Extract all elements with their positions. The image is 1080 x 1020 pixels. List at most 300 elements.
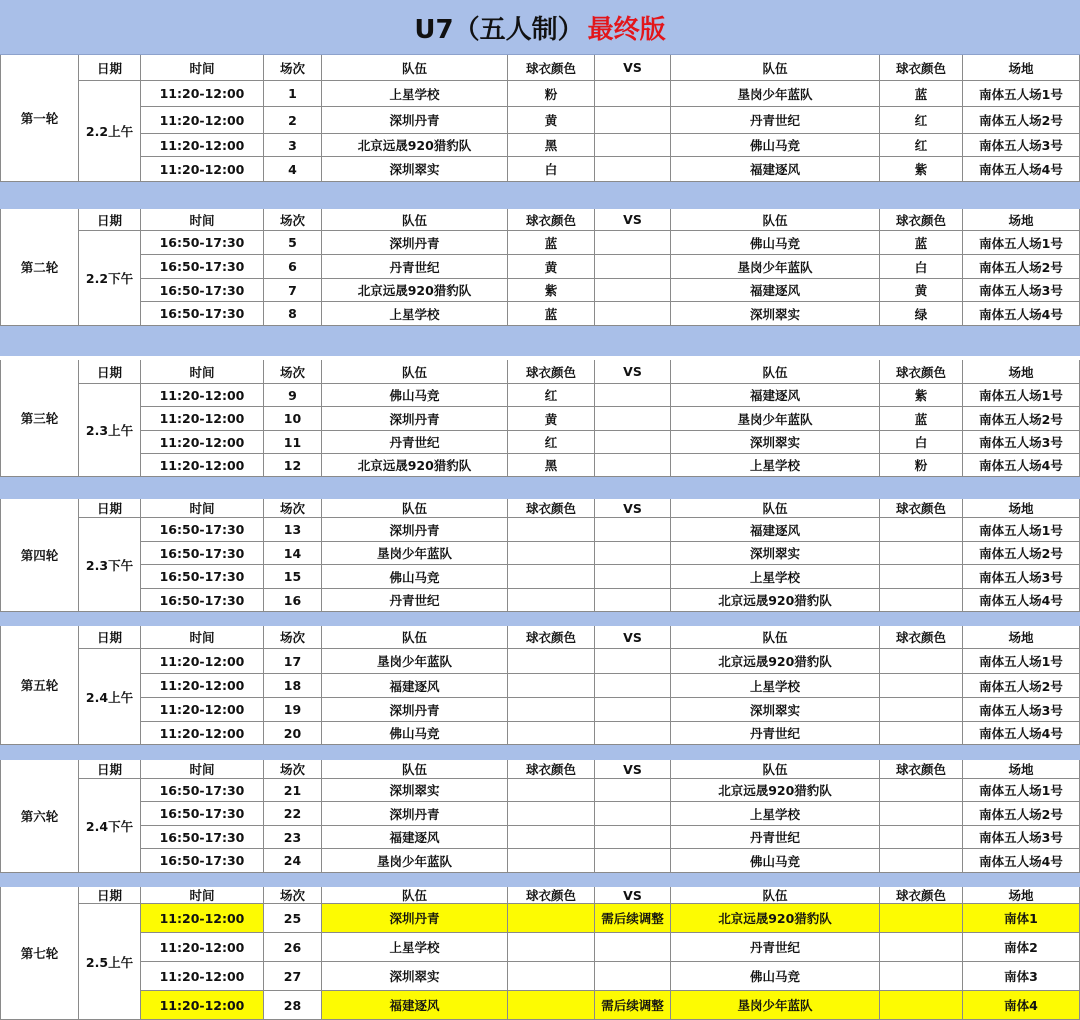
- team-home: 垦岗少年蓝队: [322, 649, 508, 674]
- round-separator: [0, 182, 1080, 210]
- team-home: 垦岗少年蓝队: [322, 542, 508, 565]
- jersey-color-away: [880, 698, 963, 722]
- team-home: 丹青世纪: [322, 589, 508, 612]
- team-away: 深圳翠实: [671, 698, 880, 722]
- match-time: 16:50-17:30: [141, 589, 264, 612]
- vs-note: [595, 518, 671, 542]
- jersey-color-home: 红: [508, 431, 595, 454]
- hdr-time: 时间: [141, 55, 264, 81]
- team-away: 福建逐风: [671, 518, 880, 542]
- jersey-color-home: 黑: [508, 454, 595, 477]
- match-time: 16:50-17:30: [141, 302, 264, 326]
- jersey-color-home: [508, 933, 595, 962]
- vs-note: [595, 779, 671, 802]
- hdr-team1: 队伍: [322, 760, 508, 779]
- team-home: 福建逐风: [322, 674, 508, 698]
- vs-note: [595, 454, 671, 477]
- team-home: 北京远晟920猎豹队: [322, 454, 508, 477]
- team-away: 福建逐风: [671, 279, 880, 302]
- team-away: 垦岗少年蓝队: [671, 255, 880, 279]
- team-home: 佛山马竞: [322, 722, 508, 745]
- team-away: 丹青世纪: [671, 107, 880, 134]
- hdr-date: 日期: [79, 626, 141, 649]
- match-time: 16:50-17:30: [141, 802, 264, 826]
- vs-note: [595, 565, 671, 589]
- jersey-color-away: [880, 589, 963, 612]
- team-home: 北京远晟920猎豹队: [322, 279, 508, 302]
- team-away: 深圳翠实: [671, 431, 880, 454]
- team-away: 上星学校: [671, 802, 880, 826]
- round-date: 2.3下午: [79, 518, 141, 612]
- hdr-jersey1: 球衣颜色: [508, 887, 595, 904]
- team-away: 深圳翠实: [671, 302, 880, 326]
- hdr-match-no: 场次: [264, 360, 322, 384]
- hdr-date: 日期: [79, 499, 141, 518]
- team-away: 深圳翠实: [671, 542, 880, 565]
- match-number: 24: [264, 849, 322, 873]
- match-number: 13: [264, 518, 322, 542]
- team-home: 垦岗少年蓝队: [322, 849, 508, 873]
- vs-note: [595, 407, 671, 431]
- jersey-color-home: [508, 904, 595, 933]
- jersey-color-away: 粉: [880, 454, 963, 477]
- hdr-vs: VS: [595, 55, 671, 81]
- jersey-color-away: [880, 674, 963, 698]
- hdr-match-no: 场次: [264, 209, 322, 231]
- match-number: 15: [264, 565, 322, 589]
- vs-note: [595, 279, 671, 302]
- match-number: 14: [264, 542, 322, 565]
- hdr-venue: 场地: [963, 55, 1080, 81]
- team-home: 深圳丹青: [322, 231, 508, 255]
- hdr-time: 时间: [141, 626, 264, 649]
- hdr-vs: VS: [595, 760, 671, 779]
- match-time: 11:20-12:00: [141, 904, 264, 933]
- vs-note: [595, 542, 671, 565]
- match-number: 11: [264, 431, 322, 454]
- match-time: 16:50-17:30: [141, 779, 264, 802]
- match-venue: 南体3: [963, 962, 1080, 991]
- title-main: U7（五人制）: [414, 14, 584, 45]
- team-home: 福建逐风: [322, 991, 508, 1020]
- hdr-date: 日期: [79, 55, 141, 81]
- jersey-color-home: 黑: [508, 134, 595, 157]
- match-number: 4: [264, 157, 322, 182]
- hdr-match-no: 场次: [264, 887, 322, 904]
- vs-note: [595, 722, 671, 745]
- jersey-color-away: 黄: [880, 279, 963, 302]
- match-venue: 南体五人场4号: [963, 302, 1080, 326]
- jersey-color-away: [880, 565, 963, 589]
- jersey-color-away: [880, 826, 963, 849]
- round-label: 第七轮: [0, 887, 79, 1020]
- match-number: 21: [264, 779, 322, 802]
- round-date: 2.4下午: [79, 779, 141, 873]
- team-home: 深圳丹青: [322, 107, 508, 134]
- match-time: 11:20-12:00: [141, 384, 264, 407]
- match-time: 11:20-12:00: [141, 81, 264, 107]
- hdr-match-no: 场次: [264, 760, 322, 779]
- match-venue: 南体五人场3号: [963, 279, 1080, 302]
- match-venue: 南体1: [963, 904, 1080, 933]
- match-number: 19: [264, 698, 322, 722]
- match-time: 11:20-12:00: [141, 674, 264, 698]
- match-time: 11:20-12:00: [141, 454, 264, 477]
- jersey-color-home: [508, 649, 595, 674]
- vs-note: [595, 157, 671, 182]
- match-venue: 南体五人场2号: [963, 107, 1080, 134]
- hdr-match-no: 场次: [264, 55, 322, 81]
- match-venue: 南体五人场1号: [963, 231, 1080, 255]
- hdr-team1: 队伍: [322, 55, 508, 81]
- jersey-color-home: [508, 779, 595, 802]
- jersey-color-home: 红: [508, 384, 595, 407]
- team-away: 北京远晟920猎豹队: [671, 589, 880, 612]
- jersey-color-away: 蓝: [880, 407, 963, 431]
- hdr-team2: 队伍: [671, 209, 880, 231]
- hdr-venue: 场地: [963, 760, 1080, 779]
- hdr-jersey1: 球衣颜色: [508, 55, 595, 81]
- team-away: 北京远晟920猎豹队: [671, 649, 880, 674]
- jersey-color-away: [880, 933, 963, 962]
- hdr-venue: 场地: [963, 209, 1080, 231]
- match-venue: 南体五人场2号: [963, 407, 1080, 431]
- jersey-color-home: [508, 826, 595, 849]
- hdr-match-no: 场次: [264, 626, 322, 649]
- vs-note: [595, 698, 671, 722]
- match-number: 9: [264, 384, 322, 407]
- round-date: 2.2上午: [79, 81, 141, 182]
- jersey-color-home: [508, 849, 595, 873]
- jersey-color-home: 紫: [508, 279, 595, 302]
- round-separator: [0, 612, 1080, 626]
- match-time: 11:20-12:00: [141, 134, 264, 157]
- hdr-team1: 队伍: [322, 360, 508, 384]
- match-time: 11:20-12:00: [141, 962, 264, 991]
- team-away: 佛山马竞: [671, 962, 880, 991]
- jersey-color-home: [508, 698, 595, 722]
- hdr-team2: 队伍: [671, 887, 880, 904]
- jersey-color-home: 黄: [508, 255, 595, 279]
- team-away: 上星学校: [671, 674, 880, 698]
- match-venue: 南体五人场3号: [963, 134, 1080, 157]
- match-venue: 南体五人场3号: [963, 565, 1080, 589]
- match-venue: 南体五人场3号: [963, 826, 1080, 849]
- match-number: 17: [264, 649, 322, 674]
- match-time: 11:20-12:00: [141, 157, 264, 182]
- jersey-color-away: [880, 991, 963, 1020]
- team-home: 丹青世纪: [322, 431, 508, 454]
- hdr-jersey2: 球衣颜色: [880, 360, 963, 384]
- team-away: 佛山马竞: [671, 134, 880, 157]
- team-home: 上星学校: [322, 302, 508, 326]
- round-date: 2.4上午: [79, 649, 141, 745]
- hdr-date: 日期: [79, 209, 141, 231]
- hdr-jersey2: 球衣颜色: [880, 760, 963, 779]
- hdr-time: 时间: [141, 760, 264, 779]
- hdr-time: 时间: [141, 209, 264, 231]
- vs-note: [595, 826, 671, 849]
- jersey-color-away: [880, 904, 963, 933]
- team-home: 佛山马竞: [322, 565, 508, 589]
- match-number: 26: [264, 933, 322, 962]
- match-venue: 南体五人场1号: [963, 649, 1080, 674]
- jersey-color-home: 粉: [508, 81, 595, 107]
- match-time: 11:20-12:00: [141, 431, 264, 454]
- team-home: 深圳翠实: [322, 157, 508, 182]
- hdr-vs: VS: [595, 887, 671, 904]
- match-number: 27: [264, 962, 322, 991]
- vs-note: [595, 107, 671, 134]
- hdr-date: 日期: [79, 887, 141, 904]
- jersey-color-home: 黄: [508, 407, 595, 431]
- hdr-jersey1: 球衣颜色: [508, 626, 595, 649]
- jersey-color-away: [880, 518, 963, 542]
- jersey-color-home: [508, 565, 595, 589]
- hdr-venue: 场地: [963, 499, 1080, 518]
- team-away: 垦岗少年蓝队: [671, 991, 880, 1020]
- team-away: 上星学校: [671, 454, 880, 477]
- round-label: 第六轮: [0, 760, 79, 873]
- match-venue: 南体4: [963, 991, 1080, 1020]
- hdr-team1: 队伍: [322, 499, 508, 518]
- hdr-jersey1: 球衣颜色: [508, 360, 595, 384]
- hdr-venue: 场地: [963, 887, 1080, 904]
- hdr-jersey2: 球衣颜色: [880, 55, 963, 81]
- vs-note: [595, 933, 671, 962]
- match-time: 11:20-12:00: [141, 698, 264, 722]
- round-date: 2.5上午: [79, 904, 141, 1020]
- jersey-color-away: [880, 802, 963, 826]
- hdr-team1: 队伍: [322, 887, 508, 904]
- hdr-team2: 队伍: [671, 499, 880, 518]
- match-venue: 南体五人场4号: [963, 454, 1080, 477]
- team-home: 深圳丹青: [322, 802, 508, 826]
- team-home: 深圳翠实: [322, 779, 508, 802]
- match-time: 16:50-17:30: [141, 231, 264, 255]
- round-label: 第四轮: [0, 499, 79, 612]
- hdr-date: 日期: [79, 360, 141, 384]
- jersey-color-home: 白: [508, 157, 595, 182]
- match-venue: 南体五人场1号: [963, 384, 1080, 407]
- hdr-vs: VS: [595, 626, 671, 649]
- team-away: 福建逐风: [671, 157, 880, 182]
- jersey-color-home: [508, 518, 595, 542]
- vs-note: [595, 962, 671, 991]
- match-venue: 南体2: [963, 933, 1080, 962]
- match-time: 16:50-17:30: [141, 518, 264, 542]
- jersey-color-away: 绿: [880, 302, 963, 326]
- match-number: 10: [264, 407, 322, 431]
- team-away: 丹青世纪: [671, 826, 880, 849]
- vs-note: [595, 134, 671, 157]
- match-number: 8: [264, 302, 322, 326]
- team-away: 北京远晟920猎豹队: [671, 904, 880, 933]
- hdr-time: 时间: [141, 499, 264, 518]
- match-venue: 南体五人场3号: [963, 698, 1080, 722]
- jersey-color-away: 紫: [880, 384, 963, 407]
- match-number: 7: [264, 279, 322, 302]
- vs-note: [595, 802, 671, 826]
- team-home: 深圳丹青: [322, 698, 508, 722]
- title-suffix: 最终版: [587, 14, 666, 45]
- match-number: 23: [264, 826, 322, 849]
- round-label: 第一轮: [0, 55, 79, 182]
- match-venue: 南体五人场2号: [963, 802, 1080, 826]
- hdr-jersey2: 球衣颜色: [880, 887, 963, 904]
- jersey-color-home: [508, 674, 595, 698]
- jersey-color-away: [880, 722, 963, 745]
- jersey-color-away: 红: [880, 134, 963, 157]
- jersey-color-away: [880, 962, 963, 991]
- round-label: 第五轮: [0, 626, 79, 745]
- match-time: 16:50-17:30: [141, 565, 264, 589]
- match-venue: 南体五人场1号: [963, 779, 1080, 802]
- hdr-team1: 队伍: [322, 209, 508, 231]
- hdr-jersey1: 球衣颜色: [508, 209, 595, 231]
- team-away: 垦岗少年蓝队: [671, 81, 880, 107]
- vs-note: [595, 589, 671, 612]
- hdr-jersey2: 球衣颜色: [880, 499, 963, 518]
- match-time: 11:20-12:00: [141, 991, 264, 1020]
- jersey-color-home: [508, 962, 595, 991]
- jersey-color-home: [508, 991, 595, 1020]
- hdr-jersey1: 球衣颜色: [508, 760, 595, 779]
- team-away: 垦岗少年蓝队: [671, 407, 880, 431]
- team-home: 深圳丹青: [322, 407, 508, 431]
- jersey-color-away: 白: [880, 255, 963, 279]
- match-venue: 南体五人场1号: [963, 81, 1080, 107]
- hdr-team1: 队伍: [322, 626, 508, 649]
- match-venue: 南体五人场4号: [963, 589, 1080, 612]
- team-away: 佛山马竞: [671, 849, 880, 873]
- vs-note: 需后续调整: [595, 991, 671, 1020]
- hdr-jersey1: 球衣颜色: [508, 499, 595, 518]
- jersey-color-home: [508, 722, 595, 745]
- vs-note: 需后续调整: [595, 904, 671, 933]
- hdr-team2: 队伍: [671, 626, 880, 649]
- round-separator: [0, 477, 1080, 499]
- match-venue: 南体五人场2号: [963, 255, 1080, 279]
- jersey-color-away: [880, 649, 963, 674]
- match-number: 3: [264, 134, 322, 157]
- round-label: 第三轮: [0, 360, 79, 477]
- team-away: 北京远晟920猎豹队: [671, 779, 880, 802]
- hdr-date: 日期: [79, 760, 141, 779]
- team-home: 上星学校: [322, 81, 508, 107]
- match-venue: 南体五人场4号: [963, 722, 1080, 745]
- jersey-color-away: 红: [880, 107, 963, 134]
- jersey-color-away: 紫: [880, 157, 963, 182]
- jersey-color-away: 白: [880, 431, 963, 454]
- match-venue: 南体五人场2号: [963, 542, 1080, 565]
- team-home: 丹青世纪: [322, 255, 508, 279]
- hdr-vs: VS: [595, 360, 671, 384]
- vs-note: [595, 384, 671, 407]
- team-home: 佛山马竞: [322, 384, 508, 407]
- match-number: 2: [264, 107, 322, 134]
- match-time: 11:20-12:00: [141, 107, 264, 134]
- round-date: 2.3上午: [79, 384, 141, 477]
- team-away: 福建逐风: [671, 384, 880, 407]
- hdr-vs: VS: [595, 209, 671, 231]
- match-number: 12: [264, 454, 322, 477]
- hdr-venue: 场地: [963, 360, 1080, 384]
- match-venue: 南体五人场4号: [963, 157, 1080, 182]
- match-time: 11:20-12:00: [141, 933, 264, 962]
- match-time: 11:20-12:00: [141, 407, 264, 431]
- jersey-color-away: [880, 779, 963, 802]
- hdr-time: 时间: [141, 887, 264, 904]
- hdr-venue: 场地: [963, 626, 1080, 649]
- jersey-color-home: 蓝: [508, 302, 595, 326]
- match-time: 11:20-12:00: [141, 649, 264, 674]
- match-time: 16:50-17:30: [141, 849, 264, 873]
- match-number: 22: [264, 802, 322, 826]
- match-venue: 南体五人场3号: [963, 431, 1080, 454]
- team-away: 丹青世纪: [671, 933, 880, 962]
- hdr-vs: VS: [595, 499, 671, 518]
- match-time: 16:50-17:30: [141, 255, 264, 279]
- vs-note: [595, 849, 671, 873]
- round-date: 2.2下午: [79, 231, 141, 326]
- match-number: 16: [264, 589, 322, 612]
- match-time: 16:50-17:30: [141, 279, 264, 302]
- page-title: [0, 0, 1080, 55]
- jersey-color-home: 黄: [508, 107, 595, 134]
- jersey-color-home: 蓝: [508, 231, 595, 255]
- vs-note: [595, 649, 671, 674]
- match-number: 18: [264, 674, 322, 698]
- jersey-color-away: 蓝: [880, 81, 963, 107]
- team-home: 深圳丹青: [322, 518, 508, 542]
- jersey-color-away: [880, 542, 963, 565]
- team-home: 上星学校: [322, 933, 508, 962]
- jersey-color-away: 蓝: [880, 231, 963, 255]
- vs-note: [595, 302, 671, 326]
- hdr-team2: 队伍: [671, 760, 880, 779]
- match-venue: 南体五人场4号: [963, 849, 1080, 873]
- jersey-color-home: [508, 802, 595, 826]
- vs-note: [595, 431, 671, 454]
- vs-note: [595, 255, 671, 279]
- team-home: 北京远晟920猎豹队: [322, 134, 508, 157]
- jersey-color-home: [508, 589, 595, 612]
- match-number: 5: [264, 231, 322, 255]
- team-away: 丹青世纪: [671, 722, 880, 745]
- match-number: 6: [264, 255, 322, 279]
- hdr-match-no: 场次: [264, 499, 322, 518]
- hdr-team2: 队伍: [671, 360, 880, 384]
- match-number: 28: [264, 991, 322, 1020]
- round-separator: [0, 745, 1080, 760]
- hdr-team2: 队伍: [671, 55, 880, 81]
- vs-note: [595, 231, 671, 255]
- vs-note: [595, 674, 671, 698]
- team-away: 上星学校: [671, 565, 880, 589]
- hdr-time: 时间: [141, 360, 264, 384]
- match-number: 25: [264, 904, 322, 933]
- match-number: 20: [264, 722, 322, 745]
- match-venue: 南体五人场2号: [963, 674, 1080, 698]
- match-number: 1: [264, 81, 322, 107]
- match-time: 11:20-12:00: [141, 722, 264, 745]
- round-separator: [0, 326, 1080, 356]
- hdr-jersey2: 球衣颜色: [880, 209, 963, 231]
- round-separator: [0, 873, 1080, 887]
- team-home: 深圳丹青: [322, 904, 508, 933]
- jersey-color-home: [508, 542, 595, 565]
